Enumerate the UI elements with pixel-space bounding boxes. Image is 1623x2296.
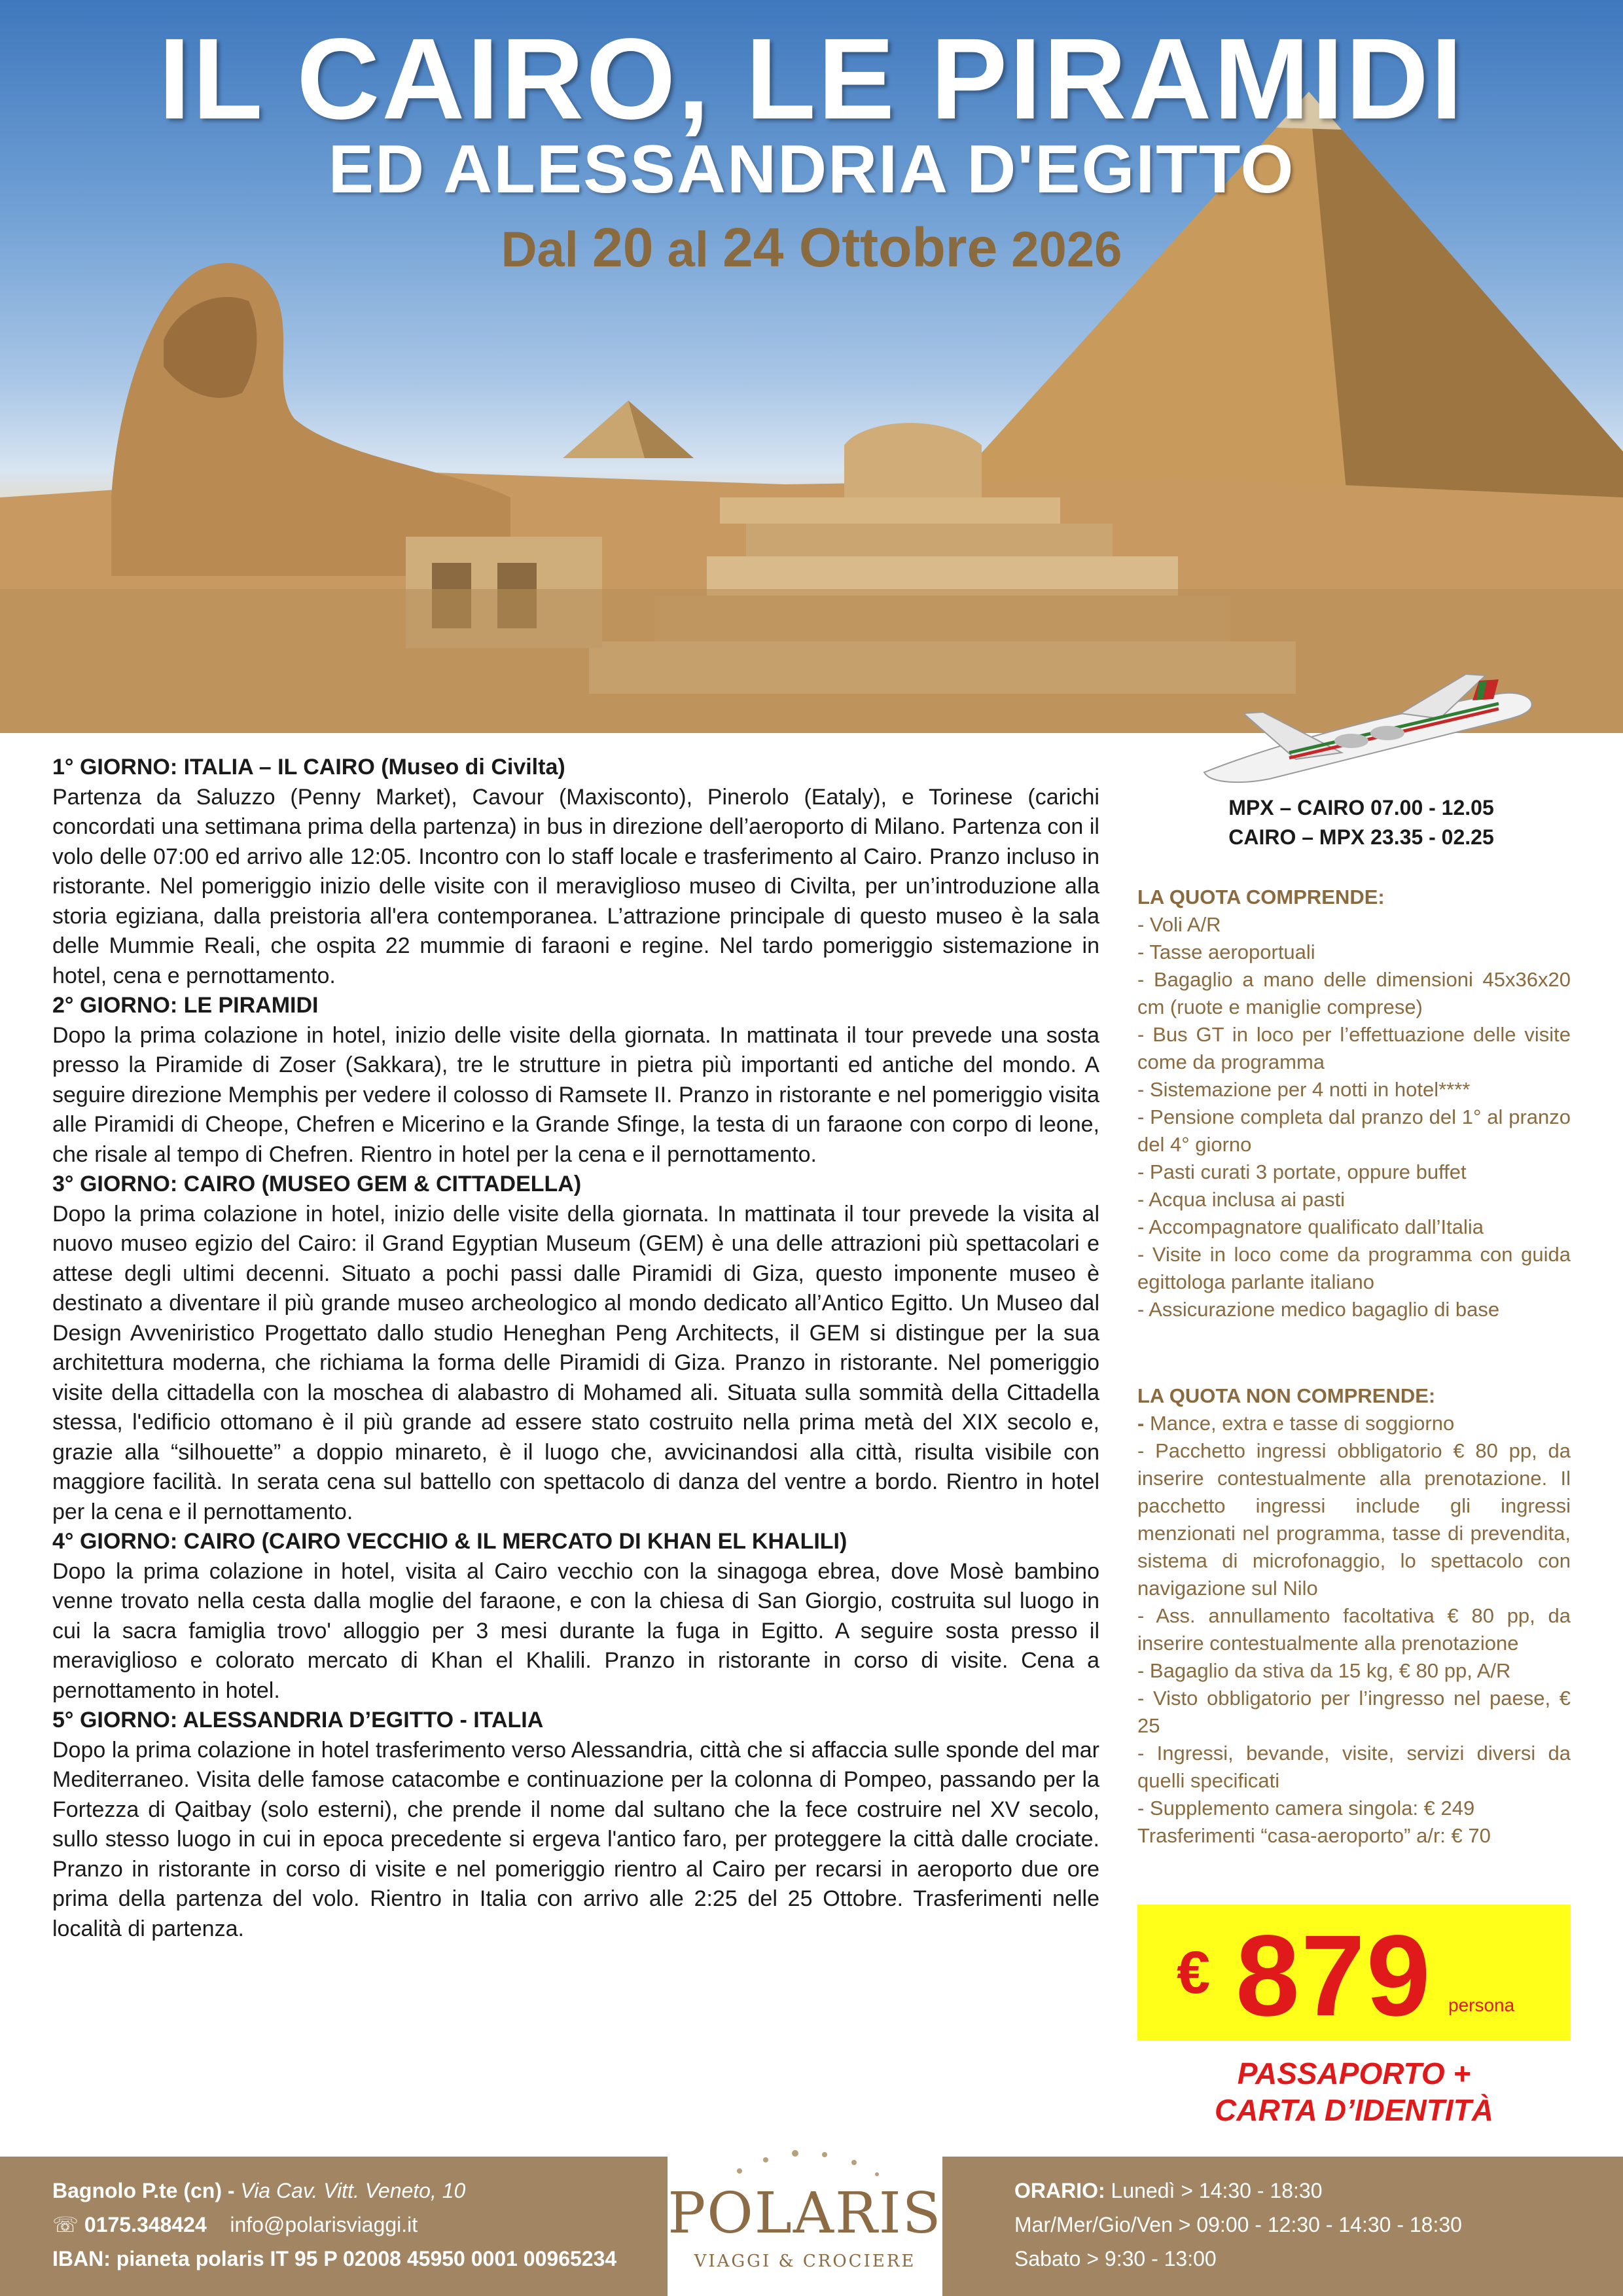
- address: Via Cav. Vitt. Veneto, 10: [240, 2179, 466, 2202]
- contact-info: [52, 2174, 616, 2276]
- day-title: 4° GIORNO: CAIRO (CAIRO VECCHIO & IL MERCATO DI KHAN EL KHALILI): [52, 1529, 847, 1554]
- list-item: - Supplemento camera singola: € 249: [1137, 1797, 1475, 1820]
- return-flight: CAIRO – MPX 23.35 - 02.25: [1228, 825, 1494, 849]
- list-item: - Bus GT in loco per l’effettuazione delle visite come da programma: [1137, 1023, 1571, 1073]
- list-item: - Sistemazione per 4 notti in hotel****: [1137, 1078, 1471, 1101]
- price-includes: [1137, 884, 1571, 1323]
- day-title: 2° GIORNO: LE PIRAMIDI: [52, 993, 319, 1018]
- list-item: - Pensione completa dal pranzo del 1° al pranzo del 4° giorno: [1137, 1105, 1571, 1156]
- end-date: 24 Ottobre: [722, 217, 998, 278]
- list-item: - Visto obbligatorio per l’ingresso nel paese, € 25: [1137, 1687, 1571, 1737]
- day-description: Dopo la prima colazione in hotel trasferimento verso Alessandria, città che si affaccia sulle sponde del mar Mediterraneo. Visita delle famose catacombe e continuazione per la colonna di Pompeo, passando per la Fortezza di Qaitbay (solo esterni), che prende il nome dal sultano che la fece costruire nel XV secolo, sullo stesso luogo in cui in epoca precedente si ergeva l'antico faro, per proteggere la città dalle crociate. Pranzo in ristorante in corso di visite e nel pomeriggio rientro al Cairo per recarsi in aeroporto due ore prima della partenza del volo. Rientro in Italia con arrivo alle 2:25 del 25 Ottobre. Trasferimenti nelle località di partenza.: [52, 1737, 1099, 1941]
- list-item: - Bagaglio a mano delle dimensioni 45x36x20 cm (ruote e maniglie comprese): [1137, 968, 1571, 1018]
- hero-banner: [0, 0, 1623, 733]
- includes-title: LA QUOTA COMPRENDE:: [1137, 886, 1385, 908]
- logo-tagline: VIAGGI & CROCIERE: [694, 2251, 916, 2271]
- day-description: Dopo la prima colazione in hotel, visita al Cairo vecchio con la sinagoga ebrea, dove Mosè bambino venne trovato nella cesta dalla moglie del faraone, e con la chiesa di San Giorgio, costruita sul luogo in cui la sacra famiglia trovo' alloggio per 3 mesi durante la fuga in Egitto. A seguire sosta presso il meraviglioso e colorato mercato di Khan el Khalili. Pranzo in ristorante in corso di visite. Cena a pernottamento in hotel.: [52, 1558, 1099, 1703]
- day-1: [52, 753, 1099, 991]
- price-amount: 879: [1236, 1912, 1432, 2040]
- list-item: - Ass. annullamento facoltativa € 80 pp, da inserire contestualmente alla prenotazione: [1137, 1604, 1571, 1655]
- day-2: [52, 991, 1099, 1170]
- list-item: - Ingressi, bevande, visite, servizi diversi da quelli specificati: [1137, 1742, 1571, 1792]
- city: Bagnolo P.te (cn) -: [52, 2179, 241, 2202]
- trip-dates: Dal 20 al 24 Ottobre 2026: [501, 217, 1122, 278]
- day-description: Dopo la prima colazione in hotel, inizio delle visite della giornata. In mattinata il tour prevede la visita al nuovo museo egizio del Cairo: il Grand Egyptian Museum (GEM) è una delle attrazioni più spettacolari e attese degli ultimi decenni. Situato a pochi passi dalle Piramidi di Giza, questo imponente museo è destinato a diventare il più grande museo archeologico al mondo dedicato all’Antico Egitto. Un Museo dal Design Avveniristico Progettato dallo studio Heneghan Peng Architects, il GEM si distingue per la sua architettura moderna, che richiama la forma delle Piramidi di Giza. Pranzo in ristorante. Nel pomeriggio visite della cittadella con la moschea di alabastro di Mohamed ali. Situata sulla sommità della Cittadella stessa, l'edificio ottomano è il più grande ad essere stato costruito nella prima metà del XIX secolo e, grazie alla “silhouette” a doppio minareto, è il luogo che, avvicinandosi alla città, risulta visibile con maggiore facilità. In serata cena sul battello con spettacolo di danza del ventre a bordo. Rientro in hotel per la cena e il pernottamento.: [52, 1201, 1099, 1524]
- day-5: [52, 1706, 1099, 1944]
- required-documents: PASSAPORTO + CARTA D’IDENTITÀ: [1215, 2056, 1493, 2127]
- day-4: [52, 1527, 1099, 1706]
- list-item: - Mance, extra e tasse di soggiorno: [1137, 1412, 1455, 1435]
- outbound-flight: MPX – CAIRO 07.00 - 12.05: [1228, 796, 1494, 819]
- day-title: 5° GIORNO: ALESSANDRIA D’EGITTO - ITALIA: [52, 1708, 544, 1732]
- excludes-title: LA QUOTA NON COMPRENDE:: [1137, 1384, 1436, 1407]
- stars-icon: [668, 2135, 942, 2187]
- price-badge: [1137, 1905, 1571, 2041]
- start-date: 20: [592, 217, 654, 278]
- opening-hours: ORARIO: Lunedì > 14:30 - 18:30 Mar/Mer/Gio/Ven > 09:00 - 12:30 - 14:30 - 18:30 Sabato > 9:30 - 13:00: [1014, 2179, 1462, 2270]
- sphinx: [111, 263, 510, 576]
- list-item: - Accompagnatore qualificato dall’Italia: [1137, 1215, 1484, 1238]
- list-item: - Tasse aeroportuali: [1137, 941, 1315, 963]
- flight-schedule: [1132, 793, 1590, 852]
- day-title: 3° GIORNO: CAIRO (MUSEO GEM & CITTADELLA): [52, 1172, 582, 1196]
- airplane-icon: [1191, 668, 1544, 792]
- email-link[interactable]: info@polarisviaggi.it: [230, 2213, 418, 2236]
- list-item: - Voli A/R: [1137, 913, 1221, 936]
- day-title: 1° GIORNO: ITALIA – IL CAIRO (Museo di Civilta): [52, 755, 565, 780]
- hours-label: ORARIO:: [1014, 2179, 1105, 2202]
- list-item: - Acqua inclusa ai pasti: [1137, 1188, 1346, 1211]
- list-item: - Pasti curati 3 portate, oppure buffet: [1137, 1160, 1467, 1183]
- page-title: IL CAIRO, LE PIRAMIDI: [158, 15, 1465, 143]
- polaris-logo: [668, 2135, 942, 2296]
- page-subtitle: ED ALESSANDRIA D'EGITTO: [328, 132, 1295, 207]
- price-currency: €: [1177, 1939, 1211, 2006]
- list-item: Trasferimenti “casa-aeroporto” a/r: € 70: [1137, 1824, 1491, 1847]
- phone-icon: ☏: [52, 2213, 79, 2236]
- day-description: Partenza da Saluzzo (Penny Market), Cavour (Maxisconto), Pinerolo (Eataly), e Torinese (carichi concordati una settimana prima della partenza) in bus in direzione dell’aeroporto di Milano. Partenza con il volo delle 07:00 ed arrivo alle 12:05. Incontro con lo staff locale e trasferimento al Cairo. Pranzo incluso in ristorante. Nel pomeriggio inizio delle visite con il meraviglioso museo di Civilta, per un’introduzione alla storia egiziana, dalla preistoria all'era contemporanea. L’attrazione principale di questo museo è la sala delle Mummie Reali, che ospita 22 mummie di faraoni e regine. Nel tardo pomeriggio sistemazione in hotel, cena e pernottamento.: [52, 784, 1099, 988]
- logo-name: POLARIS: [668, 2181, 942, 2246]
- list-item: - Pacchetto ingressi obbligatorio € 80 pp, da inserire contestualmente alla prenotazione. Il pacchetto ingressi include gli ingressi menzionati nel programma, tasse di prevendita, sistema di microfonaggio, lo spettacolo con navigazione sul Nilo: [1137, 1439, 1571, 1600]
- itinerary: [52, 753, 1099, 1944]
- price-unit: persona: [1448, 1995, 1515, 2015]
- list-item: - Visite in loco come da programma con guida egittologa parlante italiano: [1137, 1243, 1571, 1293]
- day-3: [52, 1170, 1099, 1527]
- list-item: - Bagaglio da stiva da 15 kg, € 80 pp, A/R: [1137, 1659, 1511, 1682]
- phone-number[interactable]: 0175.348424: [84, 2213, 207, 2236]
- day-description: Dopo la prima colazione in hotel, inizio delle visite della giornata. In mattinata il tour prevede una sosta presso la Piramide di Zoser (Sakkara), tre le strutture in pietra più importanti ed antiche del mondo. A seguire direzione Memphis per vedere il colosso di Ramsete II. Pranzo in ristorante e nel pomeriggio visita alle Piramidi di Cheope, Chefren e Micerino e la Grande Sfinge, la testa di un faraone con corpo di leone, che risale al tempo di Chefren. Rientro in hotel per la cena e il pernottamento.: [52, 1022, 1099, 1167]
- list-item: - Assicurazione medico bagaglio di base: [1137, 1298, 1500, 1321]
- iban: IBAN: pianeta polaris IT 95 P 02008 45950 0001 00965234: [52, 2247, 617, 2270]
- price-excludes: [1137, 1382, 1571, 1850]
